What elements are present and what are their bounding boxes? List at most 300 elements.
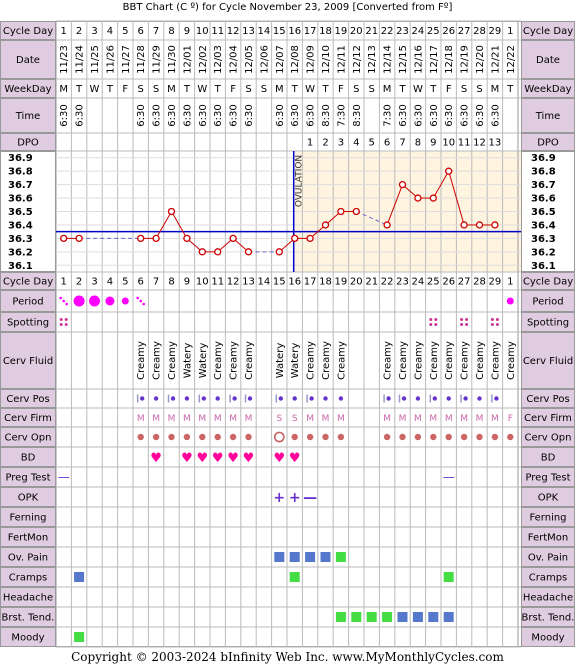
cerv-opn-dot <box>384 434 390 440</box>
cerv-firm-label: S <box>276 414 283 424</box>
cycle-day-label: 4 <box>106 26 114 37</box>
y-tick-label-right: 36.2 <box>531 247 556 259</box>
cycle-day-label: 9 <box>183 276 191 288</box>
dpo-label: 7 <box>399 137 406 149</box>
y-tick-label: 36.1 <box>8 260 33 272</box>
temp-point <box>400 182 406 188</box>
y-tick-label: 36.3 <box>8 233 33 245</box>
time-label: 6:30 <box>428 104 440 127</box>
ov-pain-square <box>336 552 346 562</box>
cycle-day-label: 4 <box>106 276 114 288</box>
row-label-cycle_day: Cycle Day <box>2 26 54 37</box>
cerv-fluid-label: Creamy <box>475 341 486 380</box>
cycle-day-label: 25 <box>426 26 440 37</box>
date-label: 12/20 <box>475 45 486 74</box>
temp-point <box>76 235 82 241</box>
row-label-right-preg_test: Preg Test <box>525 472 571 484</box>
cerv-opn-dot <box>230 434 236 440</box>
row-label-cerv_fluid: Cerv Fluid <box>2 356 54 367</box>
temp-point <box>276 249 282 255</box>
row-label-cycle_day2: Cycle Day <box>2 276 54 288</box>
date-label: 12/17 <box>428 45 440 74</box>
cerv-firm-label: M <box>229 414 237 424</box>
cerv-fluid-label: Watery <box>197 342 209 379</box>
cerv-firm-label: M <box>152 414 160 424</box>
row-label-cerv_firm: Cerv Firm <box>4 413 52 424</box>
temp-point <box>199 249 205 255</box>
cycle-day-label: 8 <box>168 276 175 288</box>
weekday-label: T <box>183 84 190 95</box>
cerv-opn-dot <box>292 434 298 440</box>
time-label: 6:30 <box>444 104 456 127</box>
date-label: 12/12 <box>351 45 363 74</box>
row-label-right-fertmon: FertMon <box>527 532 569 544</box>
cycle-day-label: 21 <box>365 276 379 288</box>
cycle-day-label: 12 <box>226 276 240 288</box>
row-label-right-headache: Headache <box>522 592 574 604</box>
spotting-dot <box>491 318 494 321</box>
y-tick-label-right: 36.1 <box>531 260 556 272</box>
brst-tend-square <box>398 612 408 622</box>
date-label: 11/29 <box>151 45 163 74</box>
row-label-fertmon: FertMon <box>7 532 49 544</box>
weekday-label: S <box>152 84 160 95</box>
weekday-label: S <box>245 84 252 95</box>
dpo-label: 8 <box>414 137 422 149</box>
cerv-pos-dot <box>248 396 252 400</box>
dpo-label: 3 <box>337 137 345 149</box>
cerv-firm-label: M <box>429 414 438 424</box>
period-speck <box>136 297 139 300</box>
temp-point <box>169 209 175 215</box>
row-label-right-period: Period <box>532 296 564 308</box>
weekday-label: W <box>89 84 100 95</box>
y-tick-label-right: 36.7 <box>531 180 556 192</box>
cerv-fluid-label: Watery <box>274 342 286 379</box>
cycle-day-label: 20 <box>349 26 363 37</box>
time-label: 6:30 <box>74 104 86 127</box>
weekday-label: W <box>412 84 423 95</box>
period-dot <box>122 298 129 305</box>
cycle-day-label: 26 <box>442 276 456 288</box>
weekday-label: S <box>460 84 468 95</box>
weekday-label: F <box>122 84 129 95</box>
cerv-firm-label: M <box>491 414 499 424</box>
cerv-pos-dot <box>171 396 175 400</box>
cerv-firm-label: M <box>337 414 345 424</box>
opk-mark: + <box>273 490 286 506</box>
row-label-headache: Headache <box>2 592 54 604</box>
cycle-day-label: 14 <box>257 276 271 288</box>
temp-point <box>384 222 390 228</box>
row-label-date: Date <box>16 55 40 66</box>
spotting-dot <box>496 318 499 321</box>
temp-point <box>61 235 67 241</box>
cerv-fluid-label: Creamy <box>213 341 225 380</box>
cycle-day-label: 17 <box>303 276 317 288</box>
cycle-day-label: 8 <box>168 26 175 37</box>
cerv-firm-label: M <box>198 414 207 424</box>
cycle-day-label: 15 <box>272 26 286 37</box>
weekday-label: T <box>291 84 298 95</box>
cycle-day-label: 28 <box>473 276 486 288</box>
weekday-label: T <box>399 84 406 95</box>
cerv-pos-dot <box>154 396 158 400</box>
row-label-dpo: DPO <box>17 137 39 149</box>
y-tick-label: 36.2 <box>8 247 33 259</box>
cycle-day-label: 27 <box>457 26 471 37</box>
time-label: 6:30 <box>213 104 225 127</box>
date-label: 11/24 <box>74 45 86 74</box>
cerv-opn-dot <box>322 434 328 440</box>
dpo-label: 2 <box>322 137 329 149</box>
date-label: 12/14 <box>382 45 394 74</box>
spotting-dot <box>429 318 432 321</box>
dpo-label: 11 <box>457 137 471 149</box>
cerv-firm-label: S <box>291 414 298 424</box>
cerv-firm-label: M <box>444 414 453 424</box>
temp-point <box>477 222 483 228</box>
cycle-day-label: 22 <box>380 276 394 288</box>
row-label-right-time: Time <box>535 111 561 122</box>
cerv-opn-dot <box>168 434 174 440</box>
weekday-label: W <box>305 84 316 95</box>
date-label: 12/02 <box>197 45 209 74</box>
moody-square <box>74 632 84 642</box>
cycle-day-label: 10 <box>195 276 209 288</box>
temp-point <box>323 222 329 228</box>
cycle-day-label: 6 <box>137 276 144 288</box>
y-tick-label-right: 36.3 <box>531 233 556 245</box>
time-label: 7:30 <box>382 104 394 127</box>
cerv-pos-dot <box>447 396 451 400</box>
temp-point <box>430 195 436 201</box>
cycle-day-label: 18 <box>319 276 332 288</box>
cerv-opn-dot <box>492 434 498 440</box>
row-label-moody: Moody <box>11 632 45 644</box>
weekday-label: S <box>353 84 360 95</box>
spotting-dot <box>434 323 437 326</box>
cerv-fluid-label: Creamy <box>321 341 332 380</box>
row-label-right-cycle_day: Cycle Day <box>522 26 574 37</box>
ov-pain-square <box>305 552 315 562</box>
period-speck <box>65 303 68 306</box>
date-label: 12/15 <box>398 45 409 74</box>
brst-tend-square <box>382 612 392 622</box>
time-label: 6:30 <box>475 104 486 127</box>
cerv-pos-dot <box>232 396 236 400</box>
y-tick-label-right: 36.6 <box>531 193 556 205</box>
cerv-firm-label: M <box>213 414 222 424</box>
cycle-day-label: 21 <box>365 26 379 37</box>
date-label: 12/18 <box>444 45 456 74</box>
date-label: 11/23 <box>59 45 71 74</box>
cycle-day-label: 29 <box>488 276 502 288</box>
cerv-opn-dot <box>338 434 344 440</box>
cerv-fluid-label: Creamy <box>413 341 425 380</box>
cerv-fluid-label: Creamy <box>136 341 148 380</box>
time-label: 6:30 <box>228 104 240 127</box>
cerv-opn-ring <box>275 432 284 441</box>
date-label: 12/03 <box>213 45 225 74</box>
cerv-firm-label: M <box>183 414 191 424</box>
weekday-label: T <box>106 84 113 95</box>
brst-tend-square <box>428 612 438 622</box>
time-label: 8:30 <box>351 104 363 127</box>
time-label: 6:30 <box>413 104 425 127</box>
cerv-opn-dot <box>184 434 190 440</box>
cerv-opn-dot <box>430 434 436 440</box>
cycle-day-label: 1 <box>507 26 514 37</box>
cerv-pos-dot <box>416 396 420 400</box>
cycle-day-label: 24 <box>411 276 425 288</box>
spotting-dot <box>60 323 63 326</box>
cerv-fluid-label: Creamy <box>244 341 255 380</box>
weekday-label: S <box>476 84 483 95</box>
time-label: 6:30 <box>274 104 286 127</box>
time-label: 6:30 <box>244 104 255 127</box>
dpo-label: 6 <box>383 137 391 149</box>
cycle-day-label: 2 <box>75 26 83 37</box>
row-label-right-weekday: WeekDay <box>524 84 572 95</box>
period-dot <box>105 297 114 306</box>
cramps-square <box>444 572 454 582</box>
cycle-day-label: 2 <box>75 276 83 288</box>
cycle-day-label: 18 <box>319 26 332 37</box>
cerv-opn-dot <box>307 434 313 440</box>
time-label: 6:30 <box>151 104 163 127</box>
cerv-pos-dot <box>140 396 144 400</box>
weekday-label: T <box>76 84 83 95</box>
date-label: 11/26 <box>105 45 117 74</box>
spotting-dot <box>434 318 437 321</box>
row-label-bd: BD <box>20 452 36 464</box>
cycle-day-label: 5 <box>122 26 129 37</box>
cerv-fluid-label: Creamy <box>428 341 440 380</box>
cerv-fluid-label: Creamy <box>305 341 317 380</box>
temp-point <box>215 249 221 255</box>
bd-heart: ♥ <box>288 451 301 466</box>
cycle-day-label: 22 <box>380 26 394 37</box>
time-label: 8:30 <box>321 104 332 127</box>
spotting-dot <box>465 318 468 321</box>
temp-point <box>461 222 467 228</box>
temp-point <box>153 235 159 241</box>
cycle-day-label: 28 <box>473 26 486 37</box>
weekday-label: S <box>260 84 268 95</box>
cycle-day-label: 3 <box>91 26 98 37</box>
cycle-day-label: 12 <box>226 26 240 37</box>
row-label-right-dpo: DPO <box>537 137 559 149</box>
row-label-right-cerv_firm: Cerv Firm <box>524 413 572 424</box>
period-speck <box>62 300 65 303</box>
cerv-opn-dot <box>245 434 251 440</box>
dpo-label: 4 <box>353 137 360 149</box>
row-label-right-spotting: Spotting <box>526 317 570 329</box>
period-speck <box>139 300 142 303</box>
cerv-firm-label: M <box>383 414 391 424</box>
time-label: 6:30 <box>167 104 178 127</box>
row-label-right-brst_tend: Brst. Tend. <box>521 612 575 624</box>
brst-tend-square <box>367 612 377 622</box>
cerv-fluid-label: Creamy <box>151 341 163 380</box>
preg-test-mark: — <box>57 470 70 484</box>
date-label: 12/11 <box>336 45 348 74</box>
bd-heart: ♥ <box>196 451 209 466</box>
chart-text <box>2 26 575 644</box>
cramps-square <box>290 572 300 582</box>
cycle-day-label: 23 <box>396 26 409 37</box>
date-label: 12/07 <box>274 45 286 74</box>
period-speck <box>142 303 145 306</box>
cerv-firm-label: M <box>460 414 468 424</box>
cerv-pos-dot <box>323 396 327 400</box>
row-label-weekday: WeekDay <box>4 84 52 95</box>
bd-heart: ♥ <box>273 451 286 466</box>
weekday-label: M <box>167 84 176 95</box>
cycle-day-label: 24 <box>411 26 425 37</box>
date-label: 11/30 <box>167 45 178 74</box>
cycle-day-label: 14 <box>257 26 271 37</box>
date-label: 11/27 <box>120 45 132 74</box>
copyright-footer: Copyright © 2003-2024 bInfinity Web Inc. www.MyMonthlyCycles.com <box>71 650 504 664</box>
cerv-fluid-label: Creamy <box>336 341 348 380</box>
cerv-firm-label: M <box>244 414 253 424</box>
cerv-opn-dot <box>446 434 452 440</box>
row-label-preg_test: Preg Test <box>5 472 51 484</box>
cerv-pos-dot <box>386 396 390 400</box>
y-tick-label-right: 36.9 <box>531 153 556 165</box>
y-tick-label: 36.9 <box>8 153 33 165</box>
temp-point <box>138 235 144 241</box>
cerv-fluid-label: Creamy <box>228 341 240 380</box>
cycle-day-label: 1 <box>60 276 67 288</box>
date-label: 12/16 <box>413 45 425 74</box>
cerv-fluid-label: Watery <box>182 342 194 379</box>
date-label: 12/01 <box>182 45 194 74</box>
cerv-firm-label: M <box>475 414 484 424</box>
cycle-day-label: 7 <box>152 276 160 288</box>
row-label-right-cerv_pos: Cerv Pos <box>526 394 570 405</box>
spotting-dot <box>460 318 463 321</box>
time-label: 6:30 <box>197 104 209 127</box>
row-label-right-moody: Moody <box>531 632 565 644</box>
spotting-dot <box>429 323 432 326</box>
temp-point <box>246 249 252 255</box>
spotting-dot <box>460 323 463 326</box>
dpo-label: 1 <box>306 137 314 149</box>
cycle-day-label: 9 <box>183 26 191 37</box>
row-label-cerv_opn: Cerv Opn <box>4 432 52 444</box>
chart-title: BBT Chart (C º) for Cycle November 23, 2009 [Converted from Fº] <box>122 2 453 13</box>
cycle-day-label: 17 <box>303 26 317 37</box>
y-tick-label: 36.7 <box>8 180 33 192</box>
weekday-label: S <box>368 84 375 95</box>
row-label-right-cerv_fluid: Cerv Fluid <box>522 356 574 367</box>
cerv-fluid-label: Creamy <box>459 341 471 380</box>
temp-point <box>230 235 236 241</box>
bd-heart: ♥ <box>211 451 224 466</box>
spotting-dot <box>465 323 468 326</box>
cerv-pos-dot <box>185 396 189 400</box>
cerv-firm-label: M <box>414 414 422 424</box>
date-label: 12/21 <box>490 45 502 74</box>
temp-point <box>446 168 452 174</box>
time-label: 6:30 <box>490 104 502 127</box>
dpo-label: 13 <box>488 137 502 149</box>
opk-mark: + <box>288 490 301 506</box>
cycle-day-label: 19 <box>334 26 348 37</box>
period-dot <box>507 298 514 305</box>
weekday-label: F <box>230 84 236 95</box>
brst-tend-square <box>413 612 423 622</box>
cerv-fluid-label: Creamy <box>444 341 456 380</box>
cycle-day-label: 15 <box>272 276 286 288</box>
temp-point <box>292 235 298 241</box>
weekday-label: M <box>59 84 69 95</box>
weekday-label: W <box>197 84 208 95</box>
weekday-label: F <box>445 84 452 95</box>
weekday-label: T <box>214 84 221 95</box>
period-speck <box>59 297 62 300</box>
spotting-dot <box>496 323 499 326</box>
time-label: 6:30 <box>59 104 71 127</box>
date-label: 12/05 <box>244 45 255 74</box>
date-label: 12/08 <box>290 45 302 74</box>
date-label: 11/25 <box>90 45 101 74</box>
brst-tend-square <box>351 612 361 622</box>
cerv-firm-label: M <box>321 414 330 424</box>
preg-test-mark: — <box>442 470 455 484</box>
weekday-label: M <box>382 84 392 95</box>
row-label-opk: OPK <box>17 492 39 504</box>
cycle-day-label: 6 <box>137 26 144 37</box>
time-label: 6:30 <box>305 104 317 127</box>
cycle-day-label: 1 <box>507 276 514 288</box>
time-label: 6:30 <box>459 104 471 127</box>
temp-point <box>184 235 190 241</box>
row-label-right-cerv_opn: Cerv Opn <box>524 432 572 444</box>
cerv-pos-dot <box>463 396 467 400</box>
dpo-label: 9 <box>430 137 437 149</box>
y-tick-label-right: 36.8 <box>531 166 556 178</box>
cerv-opn-dot <box>461 434 467 440</box>
date-label: 12/22 <box>505 45 517 74</box>
temp-point <box>415 195 421 201</box>
cerv-firm-label: M <box>398 414 407 424</box>
row-label-right-date: Date <box>536 55 560 66</box>
cerv-fluid-label: Creamy <box>382 341 394 380</box>
cerv-fluid-label: Watery <box>290 342 302 379</box>
cramps-square <box>74 572 84 582</box>
cerv-pos-dot <box>216 396 220 400</box>
cycle-day-label: 11 <box>211 26 225 37</box>
ovulation-label: OVULATION <box>294 154 305 208</box>
cerv-fluid-label: Creamy <box>398 341 409 380</box>
weekday-label: S <box>137 84 144 95</box>
spotting-dot <box>65 323 68 326</box>
period-dot <box>89 296 100 307</box>
dpo-label: 5 <box>368 137 375 149</box>
row-label-ferning: Ferning <box>9 512 47 524</box>
bd-heart: ♥ <box>181 451 193 466</box>
cerv-pos-dot <box>339 396 343 400</box>
weekday-label: M <box>490 84 500 95</box>
ov-pain-square <box>321 552 331 562</box>
time-label: 6:30 <box>290 104 302 127</box>
spotting-dot <box>60 318 63 321</box>
brst-tend-square <box>444 612 454 622</box>
